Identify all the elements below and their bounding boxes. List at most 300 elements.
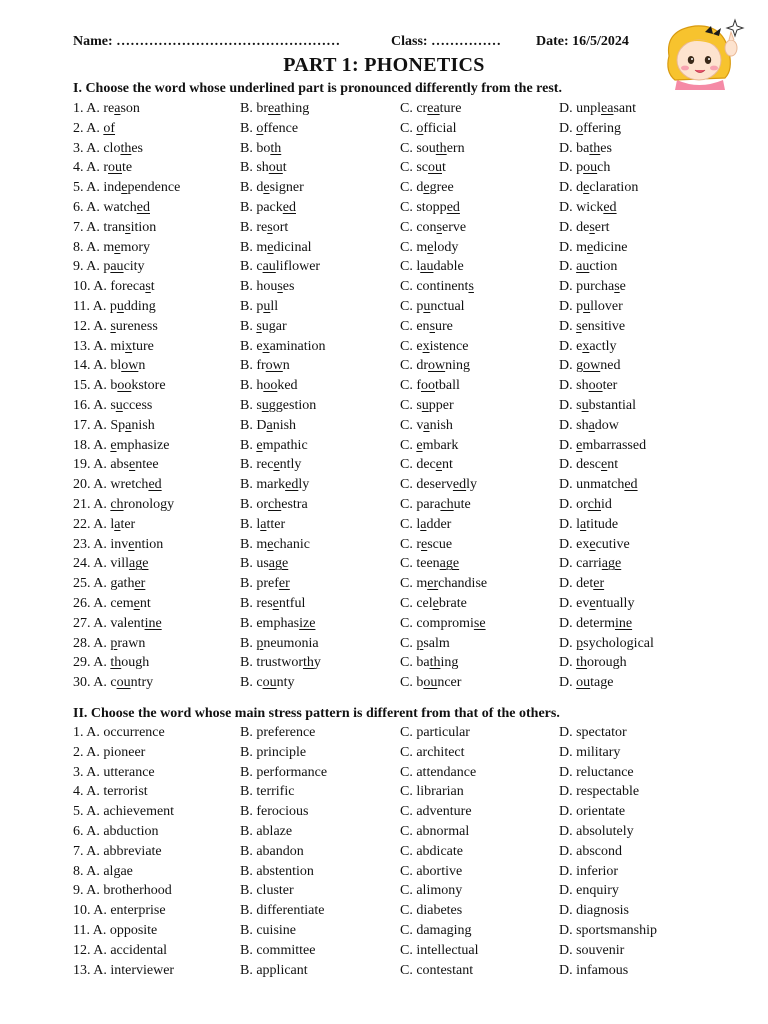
answer-option-d[interactable]: D. orientate xyxy=(559,804,626,820)
answer-option-a[interactable]: 5. A. achievement xyxy=(73,804,175,820)
word-part: sh xyxy=(576,378,589,394)
answer-option-c[interactable] xyxy=(400,180,454,196)
word-part: cutive xyxy=(595,536,630,552)
word-part: watch xyxy=(103,199,137,215)
option-label: D. xyxy=(559,457,577,473)
answer-option-c[interactable]: C. librarian xyxy=(400,784,464,800)
answer-option-c[interactable] xyxy=(400,160,446,176)
word-part: sychological xyxy=(583,635,654,651)
answer-option-d[interactable]: D. enquiry xyxy=(559,883,619,899)
answer-option-d[interactable] xyxy=(559,497,612,513)
answer-option-a[interactable] xyxy=(73,418,155,434)
option-label: D. xyxy=(559,397,577,413)
answer-option-c[interactable]: C. damaging xyxy=(400,922,472,938)
word-part: ntion xyxy=(134,536,164,552)
answer-option-b[interactable] xyxy=(240,101,309,117)
answer-option-a[interactable] xyxy=(73,636,145,652)
answer-option-b[interactable] xyxy=(240,438,308,454)
word-part: re xyxy=(256,219,268,235)
word-part: d xyxy=(576,180,584,196)
option-label: C. xyxy=(400,180,417,196)
answer-option-a[interactable] xyxy=(73,438,169,454)
answer-option-b[interactable] xyxy=(240,418,296,434)
option-label: C. xyxy=(400,378,417,394)
answer-option-b[interactable]: B. cluster xyxy=(240,883,294,899)
underlined-part: e xyxy=(110,437,117,453)
answer-option-d[interactable] xyxy=(559,655,627,671)
underlined-part: e xyxy=(576,437,583,453)
answer-option-a[interactable] xyxy=(73,259,145,275)
answer-option-c[interactable] xyxy=(400,675,461,691)
answer-option-a[interactable] xyxy=(73,398,152,414)
answer-option-c[interactable]: C. abortive xyxy=(400,863,463,879)
answer-option-a[interactable]: 3. A. utterance xyxy=(73,764,155,780)
underlined-part: p xyxy=(416,635,424,651)
answer-option-d[interactable] xyxy=(559,576,604,592)
word-part: dr xyxy=(416,358,429,374)
answer-option-d[interactable]: D. absolutely xyxy=(559,823,634,839)
answer-option-b[interactable] xyxy=(240,616,315,632)
answer-option-b[interactable] xyxy=(240,358,290,374)
answer-option-b[interactable]: B. ferocious xyxy=(240,804,309,820)
option-label: B. xyxy=(240,239,257,255)
option-label: D. xyxy=(559,417,577,433)
answer-option-a[interactable] xyxy=(73,596,151,612)
answer-option-d[interactable]: D. infamous xyxy=(559,962,629,978)
answer-option-a[interactable] xyxy=(73,556,148,572)
answer-option-b[interactable]: B. abstention xyxy=(240,863,314,879)
option-label: 21. A. xyxy=(73,496,111,512)
word-part: orough xyxy=(587,655,627,671)
option-label: C. xyxy=(400,397,417,413)
answer-option-d[interactable] xyxy=(559,675,613,691)
answer-option-b[interactable] xyxy=(240,299,278,315)
word-part: l xyxy=(110,516,115,532)
underlined-part: er xyxy=(593,576,605,592)
underlined-part: th xyxy=(110,655,122,671)
option-label: D. xyxy=(559,239,577,255)
underlined-part: e xyxy=(589,536,596,552)
option-label: C. xyxy=(400,536,417,552)
answer-option-d[interactable] xyxy=(559,616,632,632)
word-part: valent xyxy=(110,615,145,631)
underlined-part: s xyxy=(110,318,116,334)
answer-option-a[interactable] xyxy=(73,121,115,137)
word-part: estra xyxy=(281,496,308,512)
underlined-part: s xyxy=(429,318,436,334)
option-label: 9. A. xyxy=(73,259,104,275)
underlined-part: au xyxy=(110,259,124,275)
underlined-part: age xyxy=(268,556,289,572)
answer-option-d[interactable] xyxy=(559,220,610,236)
word-part: stopp xyxy=(416,199,447,215)
answer-option-c[interactable] xyxy=(400,497,471,513)
answer-option-c[interactable] xyxy=(400,398,454,414)
option-label: D. xyxy=(559,477,577,493)
word-part: p xyxy=(576,160,584,176)
answer-option-c[interactable]: C. adventure xyxy=(400,804,472,820)
answer-option-b[interactable] xyxy=(240,240,312,256)
option-label: C. xyxy=(400,140,417,156)
answer-option-d[interactable]: D. abscond xyxy=(559,843,622,859)
answer-option-a[interactable] xyxy=(73,655,149,671)
option-label: 2. A. xyxy=(73,120,104,136)
answer-option-a[interactable]: 13. A. interviewer xyxy=(73,962,175,978)
answer-option-d[interactable] xyxy=(559,477,638,493)
underlined-part: ou xyxy=(262,675,277,691)
word-part: neumonia xyxy=(263,635,319,651)
word-part: c xyxy=(110,675,117,691)
answer-option-d[interactable]: D. respectable xyxy=(559,784,640,800)
underlined-part: ou xyxy=(583,160,598,176)
underlined-part: er xyxy=(134,576,146,592)
answer-option-a[interactable] xyxy=(73,160,132,176)
option-label: C. xyxy=(400,655,417,671)
word-part: m xyxy=(103,239,115,255)
word-part: h xyxy=(256,378,264,394)
option-label: C. xyxy=(400,298,417,314)
underlined-part: age xyxy=(439,556,460,572)
word-part: pref xyxy=(256,576,279,592)
answer-option-a[interactable] xyxy=(73,141,143,157)
class-field-label[interactable]: Class: …………… xyxy=(391,34,502,49)
option-label: 18. A. xyxy=(73,437,111,453)
answer-option-d[interactable]: D. spectator xyxy=(559,725,627,740)
answer-option-b[interactable] xyxy=(240,477,309,493)
answer-option-b[interactable] xyxy=(240,457,301,473)
underlined-part: ed xyxy=(285,477,299,493)
answer-option-d[interactable] xyxy=(559,438,646,454)
answer-option-b[interactable]: B. cuisine xyxy=(240,922,296,938)
word-part: mark xyxy=(256,477,286,493)
answer-option-b[interactable] xyxy=(240,576,290,592)
answer-option-c[interactable] xyxy=(400,358,470,374)
answer-option-d[interactable] xyxy=(559,339,617,355)
underlined-part: e xyxy=(427,239,434,255)
answer-option-b[interactable]: B. applicant xyxy=(240,962,308,978)
underlined-part: u xyxy=(423,298,431,314)
answer-option-a[interactable] xyxy=(73,675,153,691)
answer-option-c[interactable]: C. intellectual xyxy=(400,942,479,958)
answer-option-d[interactable] xyxy=(559,101,636,117)
answer-option-a[interactable] xyxy=(73,517,135,533)
answer-option-b[interactable]: B. committee xyxy=(240,942,316,958)
word-part: Sp xyxy=(110,417,126,433)
underlined-part: ed xyxy=(148,477,162,493)
word-part: fficial xyxy=(423,120,457,136)
answer-option-d[interactable] xyxy=(559,121,621,137)
answer-option-a[interactable]: 10. A. enterprise xyxy=(73,903,166,919)
answer-option-c[interactable] xyxy=(400,141,465,157)
answer-option-a[interactable] xyxy=(73,339,154,355)
word-part: ex xyxy=(576,536,590,552)
underlined-part: ow xyxy=(583,358,601,374)
word-part: liflower xyxy=(275,259,321,275)
answer-option-a[interactable] xyxy=(73,101,140,117)
word-part: ba xyxy=(576,140,590,156)
underlined-part: e xyxy=(121,180,128,196)
underlined-part: e xyxy=(421,536,428,552)
option-label: C. xyxy=(400,160,417,176)
word-part: para xyxy=(416,496,441,512)
word-part: dable xyxy=(433,259,464,275)
answer-option-d[interactable] xyxy=(559,180,638,196)
answer-option-c[interactable] xyxy=(400,576,487,592)
answer-option-c[interactable] xyxy=(400,517,451,533)
answer-option-c[interactable] xyxy=(400,319,453,335)
option-label: D. xyxy=(559,140,577,156)
answer-option-d[interactable] xyxy=(559,378,617,394)
answer-option-d[interactable]: D. souvenir xyxy=(559,942,625,958)
answer-option-c[interactable] xyxy=(400,220,466,236)
word-part: es xyxy=(600,140,612,156)
word-part: e xyxy=(256,338,263,354)
answer-option-c[interactable]: C. abdicate xyxy=(400,843,463,859)
answer-option-a[interactable] xyxy=(73,220,156,236)
answer-option-b[interactable] xyxy=(240,319,287,335)
answer-option-c[interactable]: C. contestant xyxy=(400,962,474,978)
answer-option-c[interactable] xyxy=(400,537,452,553)
answer-option-b[interactable] xyxy=(240,141,281,157)
answer-option-d[interactable] xyxy=(559,259,617,275)
underlined-part: ea xyxy=(601,101,614,116)
answer-option-c[interactable] xyxy=(400,636,450,652)
word-part: determ xyxy=(576,615,615,631)
answer-option-d[interactable] xyxy=(559,418,619,434)
answer-option-d[interactable] xyxy=(559,319,625,335)
underlined-part: e xyxy=(129,457,136,473)
option-label: 28. A. xyxy=(73,635,111,651)
answer-option-b[interactable] xyxy=(240,180,304,196)
answer-option-b[interactable]: B. terrific xyxy=(240,784,295,800)
word-part: ureness xyxy=(115,318,158,334)
answer-option-d[interactable]: D. sportsmanship xyxy=(559,922,657,938)
answer-option-d[interactable] xyxy=(559,517,618,533)
answer-option-c[interactable] xyxy=(400,477,477,493)
answer-option-c[interactable] xyxy=(400,200,460,216)
answer-option-a[interactable] xyxy=(73,299,156,315)
underlined-part: e xyxy=(587,239,594,255)
underlined-part: ea xyxy=(268,101,281,116)
answer-option-b[interactable] xyxy=(240,497,308,513)
answer-option-a[interactable]: 1. A. occurrence xyxy=(73,725,165,740)
word-part: nty xyxy=(276,675,295,691)
answer-option-a[interactable]: 12. A. accidental xyxy=(73,942,168,958)
answer-option-b[interactable] xyxy=(240,596,305,612)
answer-option-d[interactable] xyxy=(559,556,621,572)
answer-option-b[interactable] xyxy=(240,517,285,533)
option-label: B. xyxy=(240,101,257,116)
answer-option-b[interactable] xyxy=(240,339,326,355)
option-label: D. xyxy=(559,259,577,275)
option-label: 20. A. xyxy=(73,477,111,493)
answer-option-a[interactable] xyxy=(73,358,145,374)
answer-option-d[interactable] xyxy=(559,636,654,652)
word-part: id xyxy=(601,496,612,512)
answer-option-b[interactable] xyxy=(240,160,287,176)
underlined-part: o xyxy=(416,120,424,136)
option-label: 27. A. xyxy=(73,615,111,631)
answer-option-d[interactable] xyxy=(559,240,627,256)
name-field-label[interactable]: Name: ………………………………………… xyxy=(73,34,341,49)
answer-option-b[interactable] xyxy=(240,378,298,394)
answer-option-a[interactable] xyxy=(73,240,150,256)
option-label: D. xyxy=(559,437,577,453)
answer-option-d[interactable]: D. military xyxy=(559,744,621,760)
answer-option-c[interactable] xyxy=(400,240,458,256)
answer-option-b[interactable] xyxy=(240,636,319,652)
answer-option-a[interactable] xyxy=(73,457,159,473)
answer-option-c[interactable] xyxy=(400,279,474,295)
word-part: en xyxy=(416,318,430,334)
answer-option-d[interactable] xyxy=(559,358,620,374)
underlined-part: e xyxy=(267,536,274,552)
answer-option-d[interactable]: D. reluctance xyxy=(559,764,634,780)
answer-option-b[interactable]: B. ablaze xyxy=(240,823,293,839)
answer-option-a[interactable] xyxy=(73,279,155,295)
word-part: t xyxy=(282,160,287,176)
answer-option-d[interactable]: D. inferior xyxy=(559,863,619,879)
answer-option-b[interactable] xyxy=(240,259,320,275)
answer-option-a[interactable]: 8. A. algae xyxy=(73,863,133,879)
answer-option-a[interactable]: 4. A. terrorist xyxy=(73,784,148,800)
answer-option-c[interactable]: C. architect xyxy=(400,744,465,760)
word-part: p xyxy=(416,298,424,314)
answer-option-b[interactable]: B. differentiate xyxy=(240,903,325,919)
option-label: D. xyxy=(559,219,577,235)
answer-option-c[interactable] xyxy=(400,339,468,355)
word-part: l xyxy=(416,516,421,532)
option-label: C. xyxy=(400,556,417,572)
underlined-part: e xyxy=(432,595,439,611)
underlined-part: th xyxy=(429,655,441,671)
answer-option-a[interactable]: 9. A. brotherhood xyxy=(73,883,172,899)
answer-option-c[interactable] xyxy=(400,655,458,671)
answer-option-d[interactable] xyxy=(559,457,618,473)
word-part: ter xyxy=(120,516,136,532)
answer-option-c[interactable] xyxy=(400,378,460,394)
option-label: D. xyxy=(559,120,577,136)
answer-option-d[interactable] xyxy=(559,596,634,612)
underlined-part: u xyxy=(583,298,591,314)
word-part: ly xyxy=(298,477,310,493)
answer-option-d[interactable]: D. diagnosis xyxy=(559,903,629,919)
answer-option-a[interactable] xyxy=(73,319,158,335)
answer-option-a[interactable]: 7. A. abbreviate xyxy=(73,843,162,859)
answer-option-a[interactable]: 2. A. pioneer xyxy=(73,744,146,760)
answer-option-c[interactable]: C. attendance xyxy=(400,764,477,780)
answer-option-c[interactable]: C. diabetes xyxy=(400,903,463,919)
answer-option-b[interactable] xyxy=(240,279,294,295)
option-label: B. xyxy=(240,120,257,136)
answer-option-b[interactable]: B. preference xyxy=(240,725,316,740)
answer-option-c[interactable] xyxy=(400,299,465,315)
word-part: sc xyxy=(416,160,429,176)
word-part: compromi xyxy=(416,615,474,631)
option-label: B. xyxy=(240,318,257,334)
underlined-part: x xyxy=(422,338,430,354)
answer-option-b[interactable] xyxy=(240,121,298,137)
option-label: D. xyxy=(559,199,577,215)
answer-option-c[interactable] xyxy=(400,121,457,137)
underlined-part: ed xyxy=(603,199,617,215)
answer-option-d[interactable] xyxy=(559,200,617,216)
answer-option-b[interactable] xyxy=(240,200,296,216)
answer-option-a[interactable] xyxy=(73,477,162,493)
answer-option-b[interactable] xyxy=(240,398,316,414)
answer-option-b[interactable]: B. abandon xyxy=(240,843,304,859)
word-part: ba xyxy=(416,655,430,671)
answer-option-b[interactable] xyxy=(240,556,288,572)
word-part: istence xyxy=(429,338,469,354)
answer-option-b[interactable]: B. principle xyxy=(240,744,307,760)
answer-option-c[interactable]: C. abnormal xyxy=(400,823,470,839)
answer-option-a[interactable] xyxy=(73,616,162,632)
word-part: d xyxy=(256,180,264,196)
answer-option-b[interactable] xyxy=(240,675,294,691)
answer-option-d[interactable] xyxy=(559,537,630,553)
option-label: B. xyxy=(240,635,257,651)
answer-option-c[interactable] xyxy=(400,259,464,275)
word-part: mpathic xyxy=(262,437,308,453)
word-part: ccess xyxy=(122,397,153,413)
answer-option-b[interactable]: B. performance xyxy=(240,764,328,780)
option-label: D. xyxy=(559,378,577,394)
underlined-part: ou xyxy=(116,675,131,691)
answer-option-d[interactable] xyxy=(559,398,636,414)
answer-option-c[interactable] xyxy=(400,101,461,117)
answer-option-c[interactable]: C. alimony xyxy=(400,883,463,899)
option-label: D. xyxy=(559,615,577,631)
option-label: D. xyxy=(559,516,577,532)
answer-option-a[interactable] xyxy=(73,378,166,394)
word-part: s xyxy=(110,397,116,413)
answer-option-a[interactable] xyxy=(73,497,174,513)
option-label: D. xyxy=(559,536,577,552)
answer-option-a[interactable]: 11. A. opposite xyxy=(73,922,158,938)
answer-option-a[interactable] xyxy=(73,180,180,196)
answer-option-a[interactable] xyxy=(73,537,163,553)
word-part: l xyxy=(576,516,581,532)
option-label: C. xyxy=(400,101,417,116)
word-part: deserv xyxy=(416,477,453,493)
answer-option-d[interactable] xyxy=(559,141,612,157)
answer-option-b[interactable] xyxy=(240,537,310,553)
option-label: 11. A. xyxy=(73,298,110,314)
word-part: bo xyxy=(256,140,271,156)
option-label: 10. A. xyxy=(73,279,111,295)
answer-option-d[interactable] xyxy=(559,299,623,315)
answer-option-c[interactable] xyxy=(400,438,458,454)
answer-option-a[interactable]: 6. A. abduction xyxy=(73,823,159,839)
option-label: 4. A. xyxy=(73,160,104,176)
answer-option-c[interactable] xyxy=(400,418,453,434)
answer-option-c[interactable] xyxy=(400,596,467,612)
answer-option-c[interactable] xyxy=(400,457,453,473)
answer-option-c[interactable]: C. particular xyxy=(400,725,470,740)
answer-option-b[interactable] xyxy=(240,655,321,671)
answer-option-b[interactable] xyxy=(240,220,288,236)
word-part: ition xyxy=(130,219,157,235)
answer-option-a[interactable] xyxy=(73,576,145,592)
answer-option-c[interactable] xyxy=(400,556,459,572)
answer-option-d[interactable] xyxy=(559,160,610,176)
word-part: de xyxy=(576,219,590,235)
answer-option-c[interactable] xyxy=(400,616,486,632)
answer-option-a[interactable] xyxy=(73,200,150,216)
word-part: city xyxy=(123,259,145,275)
answer-option-d[interactable] xyxy=(559,279,626,295)
